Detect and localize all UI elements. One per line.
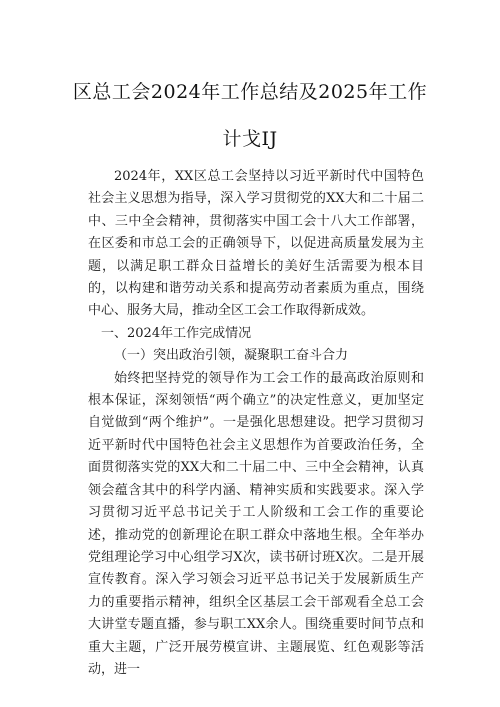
section-heading: 一、2024年工作完成情况 [101, 325, 252, 341]
body-paragraph: 始终把坚持党的领导作为工会工作的最高政治原则和根本保证，深刻领悟“两个确立”的决定性意义，更加坚定自觉做到“两个维护”。一是强化思想建设。把学习贯彻习近平新时代中国特色社会主义思想作为首要政治任务，全面贯彻落实党的XX大和二十届二中、三中全会精神，认真领会蕴含其中的科学内涵、精神实质和实践要求。深入学习贯彻习近平总书记关于工人阶级和工会工作的重要论述，推动党的创新理论在职工群众中落地生根。全年举办党组理论学习中心组学习X次，读书研讨班X次。二是开展宣传教育。深入学习领会习近平总书记关于发展新质生产力的重要指示精神，组织全区基层工会干部观看全总工会大讲堂专题直播，参与职工XX余人。围绕重要时间节点和重大主题，广泛开展劳模宣讲、主题展览、红色观影等活动，进一 [88, 370, 424, 677]
document-title-line-2: 计戈IJ [222, 128, 278, 150]
subsection-heading: （一）突出政治引领，凝聚职工奋斗合力 [114, 348, 349, 364]
document-body [88, 166, 424, 681]
intro-paragraph: 2024年，XX区总工会坚持以习近平新时代中国特色社会主义思想为指导，深入学习贯彻党的XX大和二十届二中、三中全会精神，贯彻落实中国工会十八大工作部署，在区委和市总工会的正确领导下，以促进高质量发展为主题，以满足职工群众日益增长的美好生活需要为根本目的，以构建和谐劳动关系和提高劳动者素质为重点，围绕中心、服务大局，推动全区工会工作取得新成效。 [88, 169, 424, 319]
document-title-line-1: 区总工会2024年工作总结及2025年工作 [72, 81, 428, 103]
